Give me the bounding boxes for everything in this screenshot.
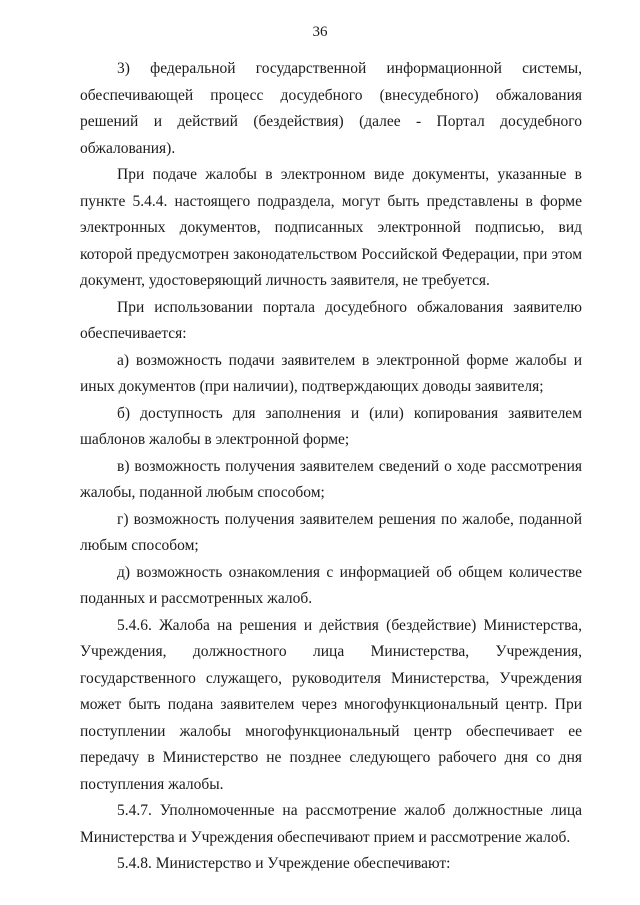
paragraph-5-4-7: 5.4.7. Уполномоченные на рассмотрение жалоб должностные лица Министерства и Учреждения обеспечивают прием и рассмотрение жалоб.	[80, 802, 582, 846]
paragraph-portal-provides: При использовании портала досудебного обжалования заявителю обеспечивается:	[80, 298, 582, 342]
paragraph-5-4-6: 5.4.6. Жалоба на решения и действия (бездействие) Министерства, Учреждения, должностного лица Министерства, Учреждения, государственного служащего, руководителя Министерства, Учреждения может быть подана заявителем через многофункциональный центр. При поступлении жалобы многофункциональный центр обеспечивает ее передачу в Министерство не позднее следующего рабочего дня со дня поступления жалобы.	[80, 616, 582, 793]
list-item-g: г) возможность получения заявителем решения по жалобе, поданной любым способом;	[80, 510, 582, 554]
page-number: 36	[312, 24, 328, 40]
document-body	[80, 56, 582, 878]
paragraph-5-4-8: 5.4.8. Министерство и Учреждение обеспечивают:	[117, 855, 451, 872]
list-item-a: а) возможность подачи заявителем в электронной форме жалобы и иных документов (при наличии), подтверждающих доводы заявителя;	[80, 351, 582, 395]
paragraph-portal-system: 3) федеральной государственной информационной системы, обеспечивающей процесс досудебного (внесудебного) обжалования решений и действий (бездействия) (далее - Портал досудебного обжалования).	[80, 60, 582, 157]
list-item-d: д) возможность ознакомления с информацией об общем количестве поданных и рассмотренных жалоб.	[80, 563, 582, 607]
list-item-v: в) возможность получения заявителем сведений о ходе рассмотрения жалобы, поданной любым способом;	[80, 457, 582, 501]
list-item-b: б) доступность для заполнения и (или) копирования заявителем шаблонов жалобы в электронной форме;	[80, 404, 582, 448]
paragraph-electronic-submission: При подаче жалобы в электронном виде документы, указанные в пункте 5.4.4. настоящего подраздела, могут быть представлены в форме электронных документов, подписанных электронной подписью, вид которой предусмотрен законодательством Российской Федерации, при этом документ, удостоверяющий личность заявителя, не требуется.	[80, 166, 582, 289]
